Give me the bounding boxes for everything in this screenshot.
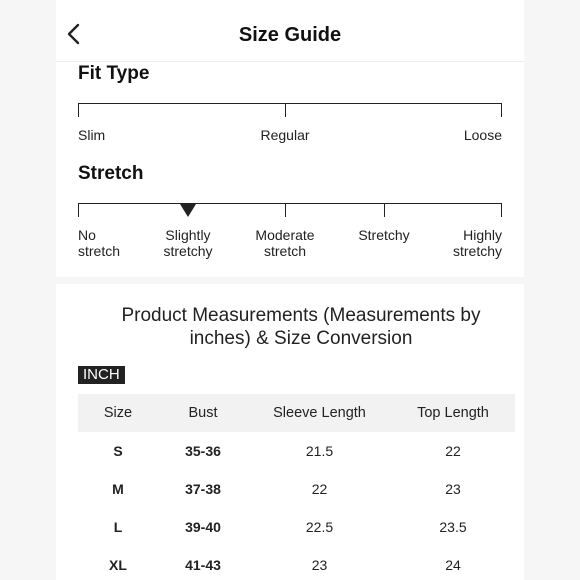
cell-top: 23 <box>445 481 461 497</box>
cell-sleeve: 23 <box>311 557 328 573</box>
cell-size: S <box>113 443 123 459</box>
fit-label-slim: Slim <box>78 127 106 143</box>
cell-sleeve: 22.5 <box>305 519 334 535</box>
stretch-tick <box>384 203 385 217</box>
cell-sleeve: 21.5 <box>305 443 334 459</box>
fit-tick <box>501 103 502 117</box>
stretch-title: Stretch <box>78 163 144 184</box>
col-header-size: Size <box>78 394 158 432</box>
cell-bust: 41-43 <box>185 557 221 573</box>
measurements-card <box>56 284 524 580</box>
stretch-label-stretchy: Stretchy <box>358 227 410 243</box>
stretch-scale <box>78 203 502 204</box>
cell-bust: 37-38 <box>185 481 221 497</box>
col-header-bust: Bust <box>158 394 248 432</box>
table-row <box>78 508 515 546</box>
stretch-tick <box>285 203 286 217</box>
unit-badge: INCH <box>78 366 125 384</box>
cell-top: 22 <box>445 443 461 459</box>
cell-size: M <box>112 481 124 497</box>
table-row <box>78 432 515 470</box>
measurements-title: Product Measurements (Measurements by inches) & Size Conversion <box>121 305 481 349</box>
fit-type-title: Fit Type <box>78 63 150 84</box>
cell-size: XL <box>109 557 127 573</box>
col-header-sleeve: Sleeve Length <box>248 394 391 432</box>
cell-bust: 39-40 <box>185 519 221 535</box>
cell-top: 23.5 <box>439 519 467 535</box>
fit-label-loose: Loose <box>463 127 502 143</box>
table-header-row <box>78 394 515 432</box>
stretch-label-highly: Highly stretchy <box>452 227 502 259</box>
triangle-down-icon <box>180 204 196 217</box>
stretch-label-moderate: Moderate stretch <box>255 227 315 259</box>
stretch-label-slightly: Slightly stretchy <box>163 227 213 259</box>
cell-size: L <box>113 519 123 535</box>
table-row <box>78 470 515 508</box>
fit-type-scale <box>78 103 502 104</box>
table-row <box>78 546 515 580</box>
fit-label-regular: Regular <box>260 127 310 143</box>
fit-tick <box>285 103 286 117</box>
cell-top: 24 <box>445 557 461 573</box>
cell-bust: 35-36 <box>185 443 221 459</box>
stretch-tick <box>78 203 79 217</box>
size-guide-card <box>56 0 524 277</box>
header-bar <box>56 0 524 62</box>
page-title: Size Guide <box>238 24 342 46</box>
measurements-table <box>78 394 515 580</box>
fit-tick <box>78 103 79 117</box>
stretch-label-no: No stretch <box>78 227 121 259</box>
stretch-tick <box>501 203 502 217</box>
cell-sleeve: 22 <box>311 481 328 497</box>
col-header-top: Top Length <box>391 394 515 432</box>
